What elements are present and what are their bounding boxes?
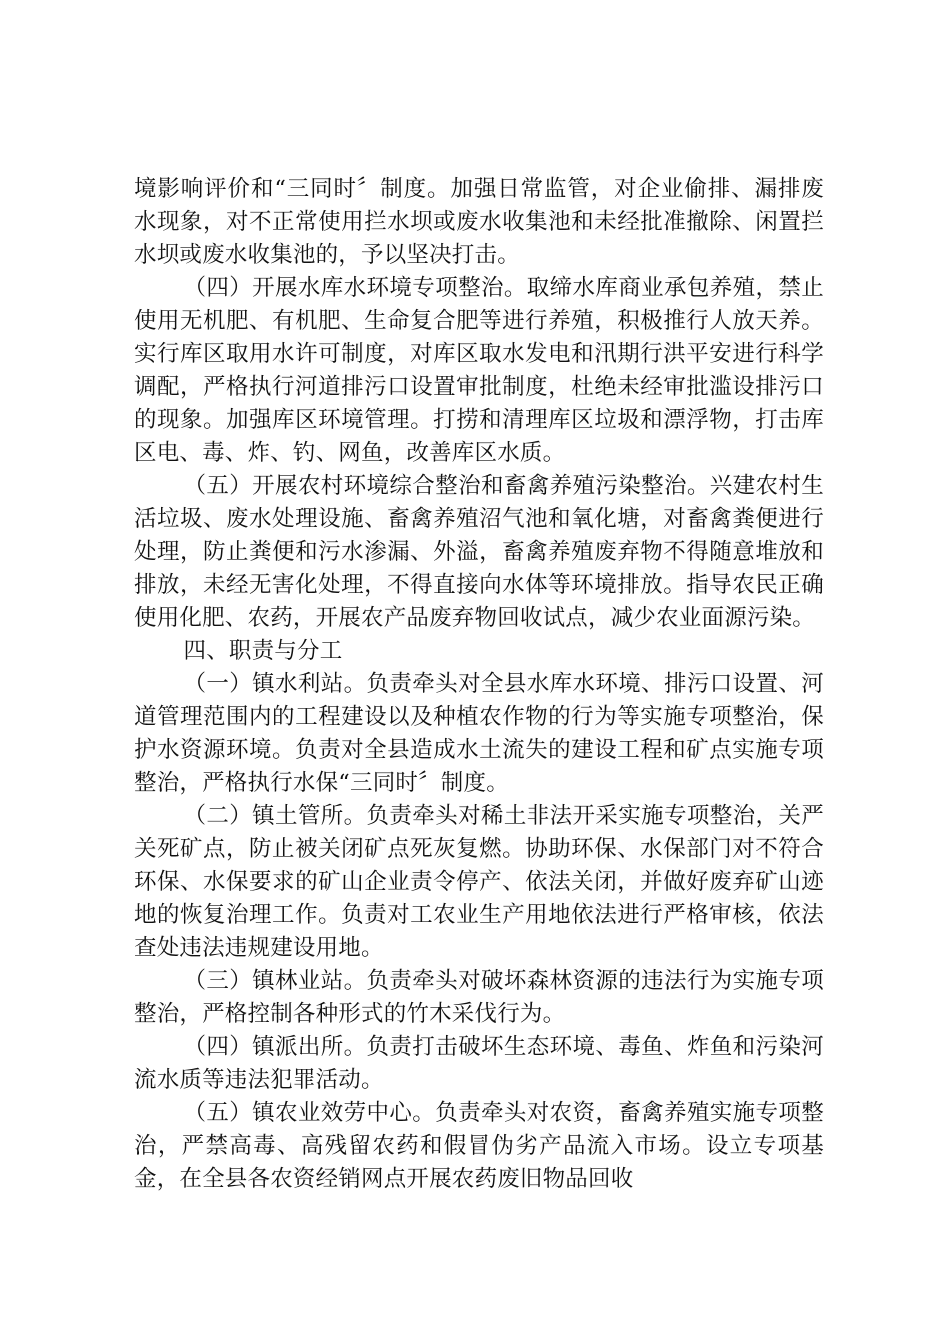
document-body	[134, 173, 824, 1196]
paragraph-agriculture-center: （五）镇农业效劳中心。负责牵头对农资，畜禽养殖实施专项整治，严禁高毒、高残留农药和假冒伪劣产品流入市场。设立专项基金，在全县各农资经销网点开展农药废旧物品回收	[134, 1100, 824, 1192]
paragraph-continuation: 境影响评价和“三同时〞制度。加强日常监管，对企业偷排、漏排废水现象，对不正常使用拦水坝或废水收集池和未经批准撤除、闲置拦水坝或废水收集池的，予以坚决打击。	[134, 176, 824, 268]
paragraph-water-station: （一）镇水利站。负责牵头对全县水库水环境、排污口设置、河道管理范围内的工程建设以及种植农作物的行为等实施专项整治，保护水资源环境。负责对全县造成水土流失的建设工程和矿点实施专项整治，严格执行水保“三同时〞制度。	[134, 671, 824, 796]
paragraph-reservoir-rectification: （四）开展水库水环境专项整治。取缔水库商业承包养殖，禁止使用无机肥、有机肥、生命复合肥等进行养殖，积极推行人放天养。实行库区取用水许可制度，对库区取水发电和汛期行洪平安进行科学调配，严格执行河道排污口设置审批制度，杜绝未经审批滥设排污口的现象。加强库区环境管理。打捞和清理库区垃圾和漂浮物，打击库区电、毒、炸、钓、网鱼，改善库区水质。	[134, 275, 824, 466]
paragraph-forestry-station: （三）镇林业站。负责牵头对破坏森林资源的违法行为实施专项整治，严格控制各种形式的竹木采伐行为。	[134, 968, 824, 1027]
paragraph-rural-environment: （五）开展农村环境综合整治和畜禽养殖污染整治。兴建农村生活垃圾、废水处理设施、畜禽养殖沼气池和氧化塘，对畜禽粪便进行处理，防止粪便和污水渗漏、外溢，畜禽养殖废弃物不得随意堆放和排放，未经无害化处理，不得直接向水体等环境排放。指导农民正确使用化肥、农药，开展农产品废弃物回收试点，减少农业面源污染。	[134, 473, 824, 631]
paragraph-land-office: （二）镇土管所。负责牵头对稀土非法开采实施专项整治，关严关死矿点，防止被关闭矿点死灰复燃。协助环保、水保部门对不符合环保、水保要求的矿山企业责令停产、依法关闭，并做好废弃矿山迹地的恢复治理工作。负责对工农业生产用地依法进行严格审核，依法查处违法违规建设用地。	[134, 803, 824, 961]
section-heading-duties: 四、职责与分工	[183, 638, 343, 664]
paragraph-police-station: （四）镇派出所。负责打击破坏生态环境、毒鱼、炸鱼和污染河流水质等违法犯罪活动。	[134, 1034, 824, 1093]
